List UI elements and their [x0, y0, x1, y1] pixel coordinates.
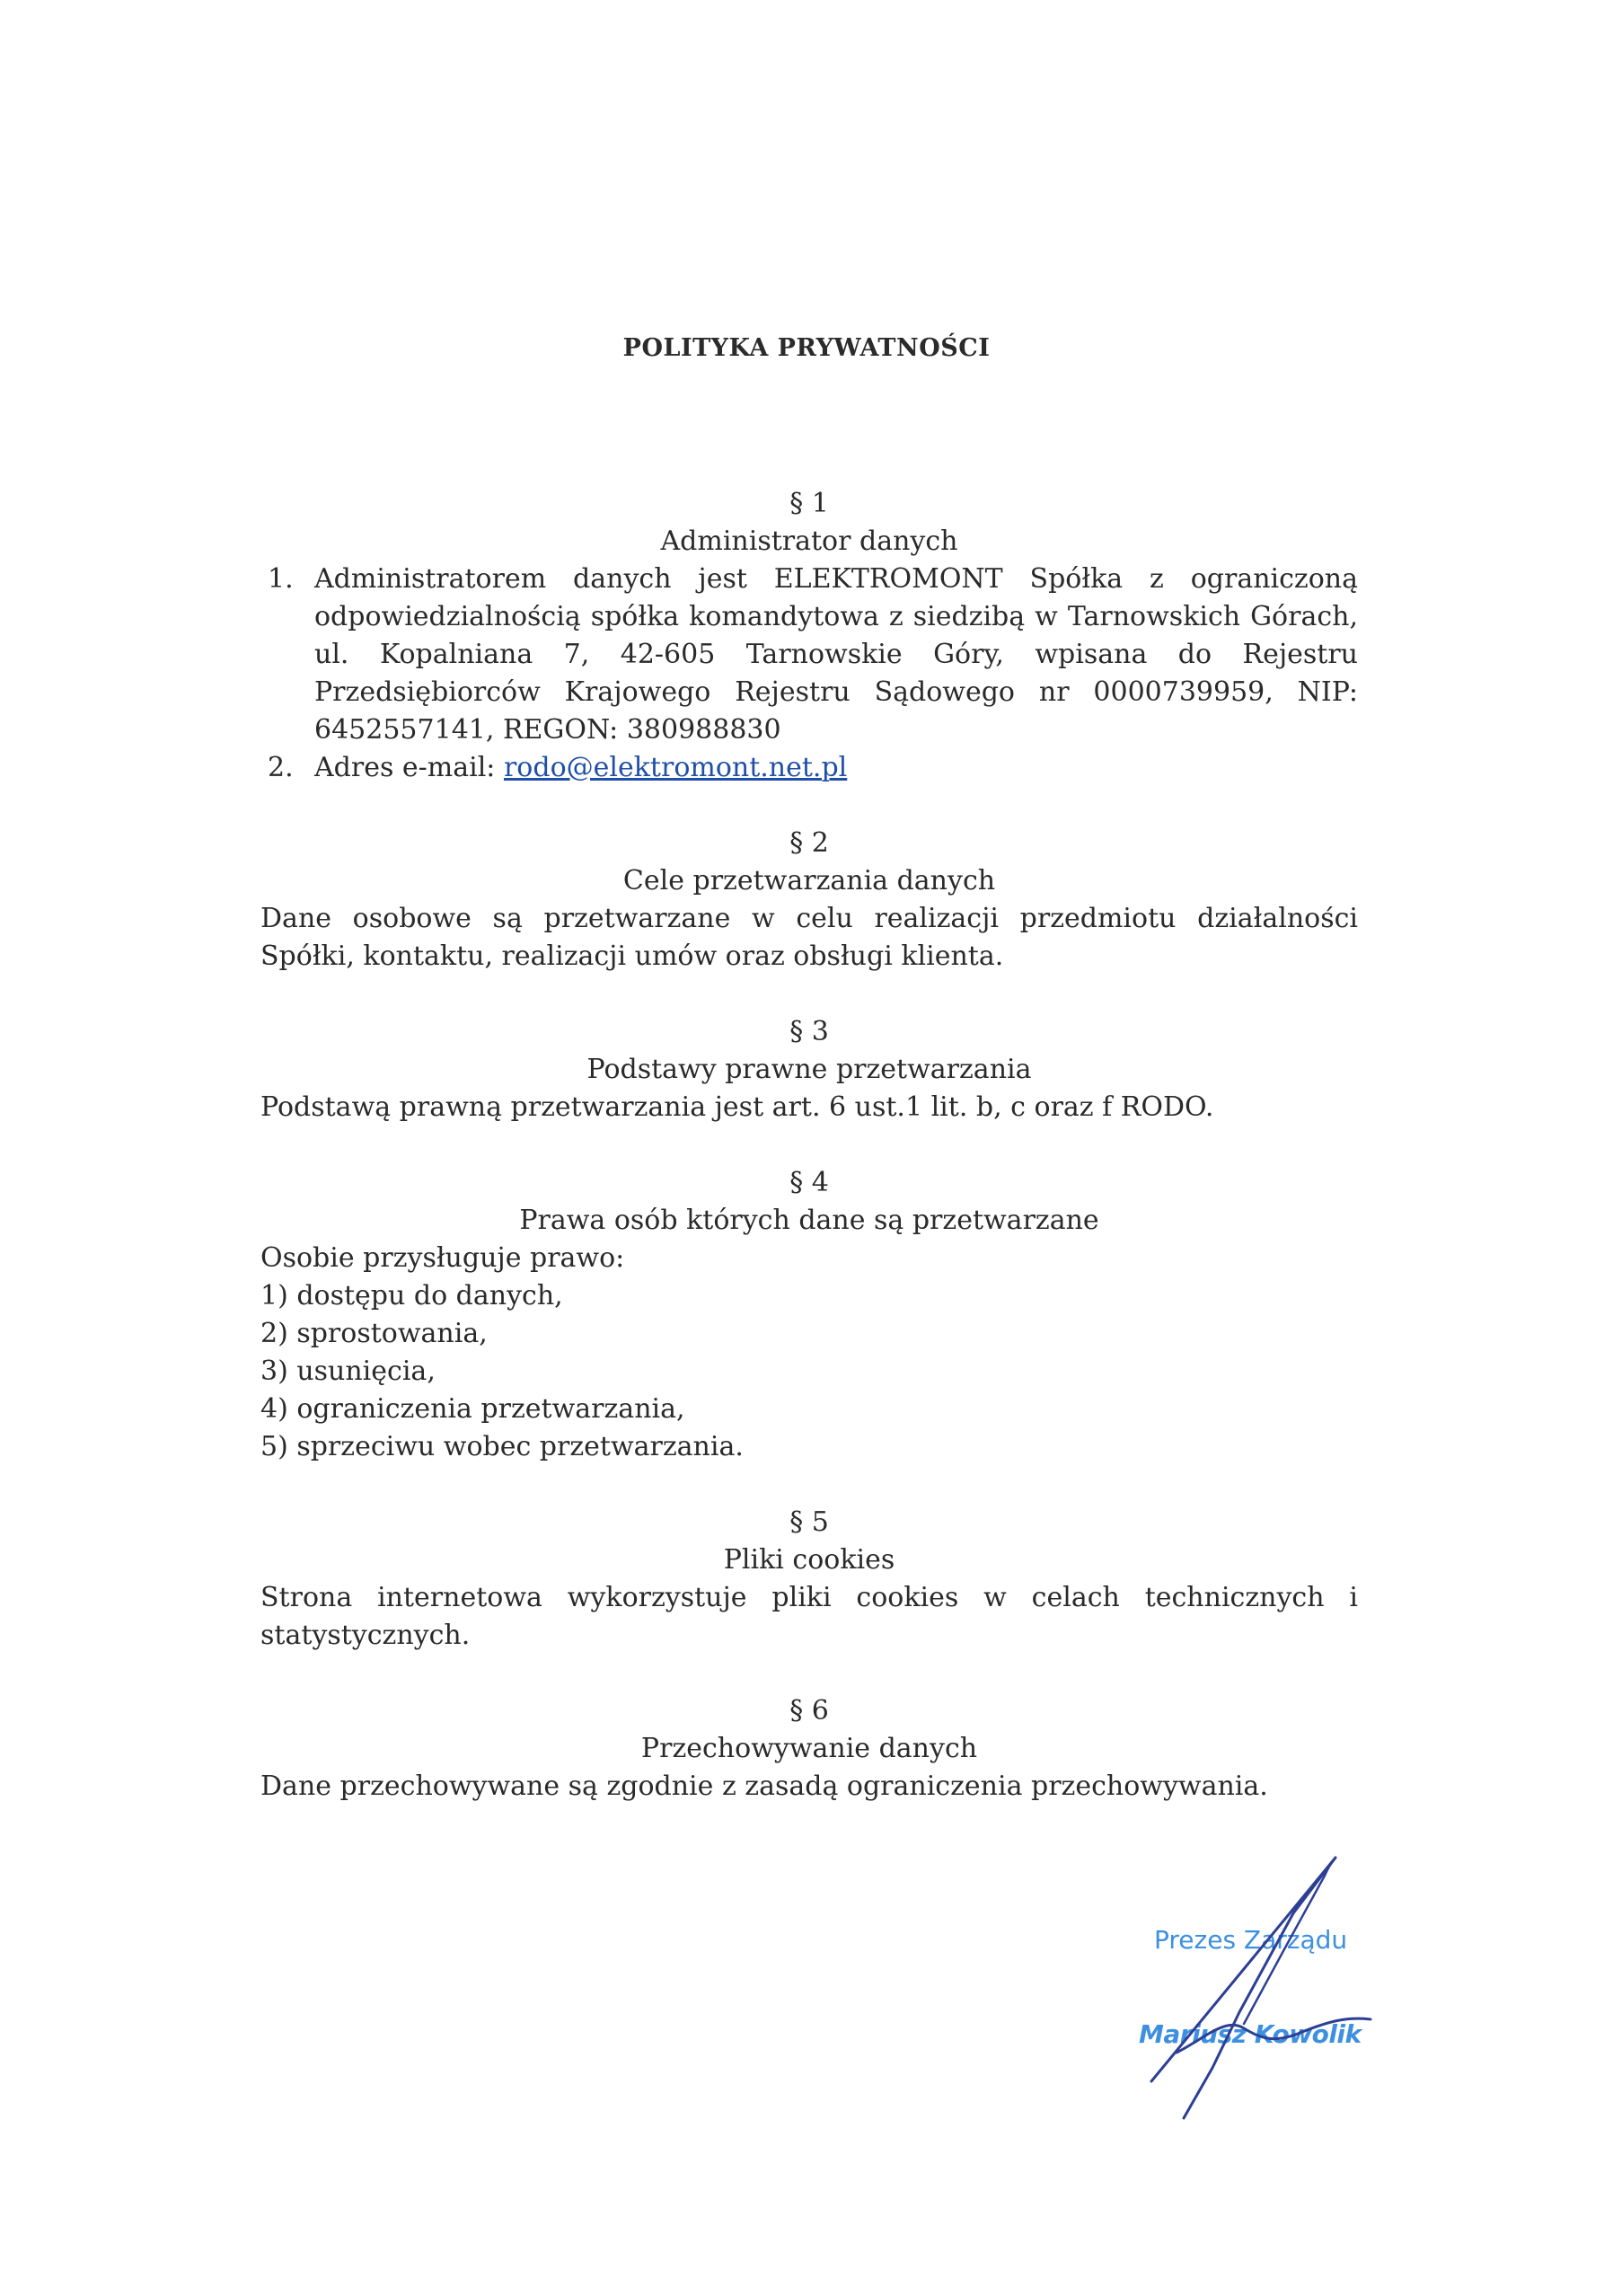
right-item: 3) usunięcia, — [260, 1356, 436, 1387]
administrator-list — [260, 561, 1358, 787]
section-number: § 5 — [789, 1506, 829, 1538]
section-number: § 2 — [789, 827, 829, 859]
section-5 — [260, 1504, 1358, 1655]
section-heading: Cele przetwarzania danych — [622, 865, 996, 896]
right-item: 2) sprostowania, — [260, 1318, 488, 1349]
section-heading: Podstawy prawne przetwarzania — [586, 1054, 1032, 1085]
section-number: § 6 — [789, 1695, 829, 1726]
rights-intro: Osobie przysługuje prawo: — [260, 1242, 625, 1274]
section-6 — [260, 1692, 1358, 1806]
email-label: Adres e-mail: — [314, 752, 496, 783]
list-number: 2. — [268, 752, 294, 783]
signature-block — [1060, 1832, 1437, 2120]
document-body — [260, 485, 1358, 1806]
list-item — [260, 561, 1358, 749]
section-body: Podstawą prawną przetwarzania jest art. 6 ust.1 lit. b, c oraz f RODO. — [260, 1091, 1214, 1123]
right-item: 4) ograniczenia przetwarzania, — [260, 1393, 685, 1425]
section-4 — [260, 1164, 1358, 1466]
document-title: POLITYKA PRYWATNOŚCI — [622, 334, 991, 362]
section-body: Dane osobowe są przetwarzane w celu realizacji przedmiotu działalności Spółki, kontaktu, realizacji umów oraz obsługi klienta. — [260, 903, 1358, 972]
list-item — [260, 749, 1358, 787]
administrator-text: Administratorem danych jest ELEKTROMONT Spółka z ograniczoną odpowiedzialnością spółka komandytowa z siedzibą w Tarnowskich Górach, ul. Kopalniana 7, 42-605 Tarnowskie Góry, wpisana do Rejestru Przedsiębiorców Krajowego Rejestru Sądowego nr 0000739959, NIP: 6452557141, REGON: 380988830 — [314, 563, 1358, 746]
section-heading: Pliki cookies — [723, 1544, 895, 1576]
handwritten-signature-icon — [1060, 1832, 1437, 2120]
right-item: 5) sprzeciwu wobec przetwarzania. — [260, 1431, 744, 1462]
stamp-role: Prezes Zarządu — [1154, 1925, 1348, 1955]
section-2 — [260, 825, 1358, 976]
section-3 — [260, 1013, 1358, 1126]
right-item: 1) dostępu do danych, — [260, 1280, 563, 1311]
section-heading: Prawa osób których dane są przetwarzane — [519, 1205, 1099, 1236]
list-number: 1. — [268, 563, 294, 595]
section-number: § 1 — [789, 488, 829, 519]
section-heading: Przechowywanie danych — [640, 1733, 978, 1764]
stamp-name: Mariusz Kowolik — [1139, 2019, 1362, 2049]
section-body: Strona internetowa wykorzystuje pliki cookies w celach technicznych i statystycznych. — [260, 1582, 1358, 1651]
section-number: § 3 — [789, 1016, 829, 1047]
section-heading: Administrator danych — [660, 525, 958, 557]
section-body: Dane przechowywane są zgodnie z zasadą ograniczenia przechowywania. — [260, 1771, 1268, 1802]
section-number: § 4 — [789, 1167, 829, 1198]
section-1 — [260, 485, 1358, 787]
email-link[interactable]: rodo@elektromont.net.pl — [503, 752, 848, 783]
